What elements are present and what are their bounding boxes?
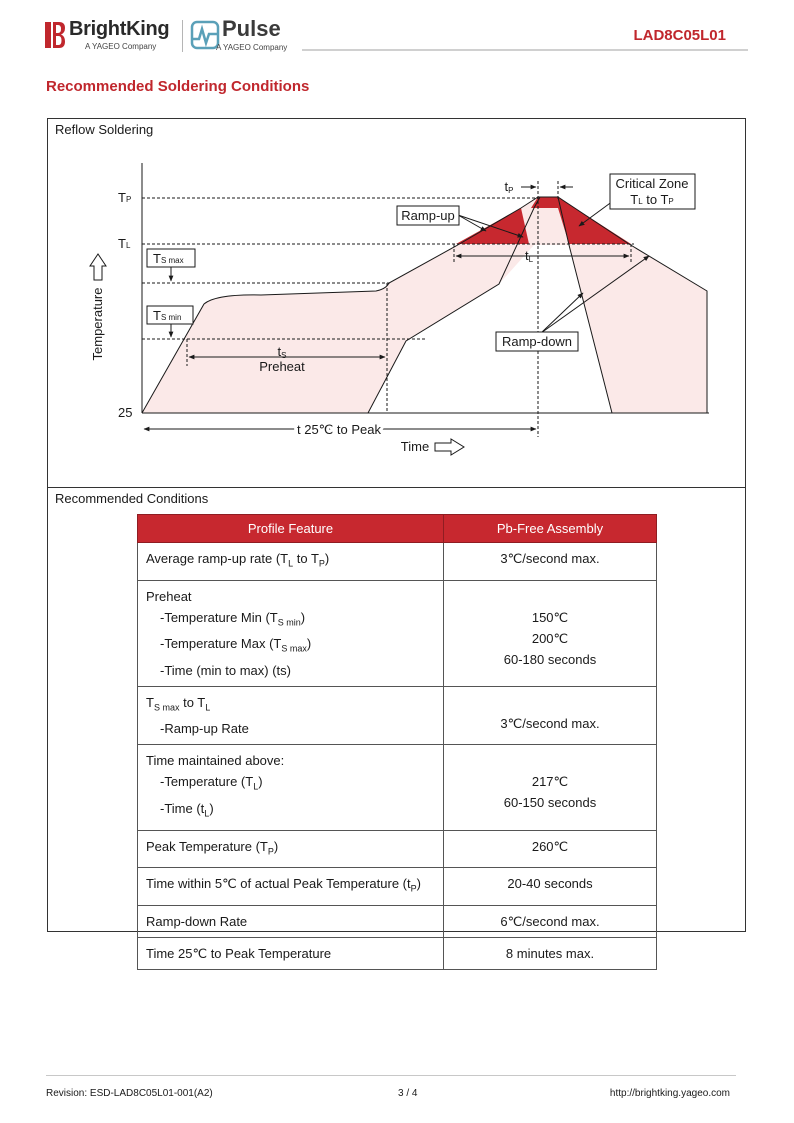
page-header [0, 0, 794, 62]
preheat-label: Preheat [259, 359, 305, 374]
pulse-name: Pulse [222, 16, 281, 41]
table-header-row [138, 515, 657, 543]
t25-label: t 25℃ to Peak [297, 422, 381, 437]
value-cell: 3℃/second max. [444, 543, 657, 581]
conditions-table [137, 514, 657, 970]
part-number: LAD8C05L01 [633, 27, 726, 44]
footer-rule [46, 1075, 736, 1076]
brightking-mark-icon [45, 22, 65, 48]
tp-time-label: tP [504, 179, 514, 195]
header-rule [302, 49, 748, 51]
critical-zone-rampup [456, 208, 529, 244]
feature-cell: $T_{S max}$ to $T_L$ -Ramp-up Rate [138, 686, 444, 745]
tsmin-label: TS min [153, 308, 182, 323]
feature-cell: Time maintained above: -Temperature $(T_L)$ -Time $(t_L)$ [138, 745, 444, 830]
feature-cell: Ramp-down Rate [138, 905, 444, 937]
pulse-subtitle: A YAGEO Company [216, 43, 288, 52]
feature-cell: Average ramp-up rate ($T_L$ to $T_P$) [138, 543, 444, 581]
tp-axis-label: TP [118, 190, 132, 205]
value-cell: 3℃/second max. [444, 686, 657, 745]
value-cell: 217℃ 60-150 seconds [444, 745, 657, 830]
value-cell: 260℃ [444, 830, 657, 868]
footer-url[interactable]: http://brightking.yageo.com [609, 1088, 730, 1099]
logo-divider [182, 20, 183, 52]
feature-cell: Preheat -Temperature Min $(T_{S min})$ -Temperature Max $(T_{S max})$ -Time (min to max) (ts) [138, 580, 444, 686]
table-row [138, 580, 657, 686]
tl-time-label: tL [524, 248, 534, 264]
table-row [138, 937, 657, 969]
table-row [138, 686, 657, 745]
profile-fill-main [142, 197, 707, 413]
reflow-profile-diagram [48, 119, 745, 487]
footer-page-number: 3 / 4 [398, 1088, 418, 1099]
footer-revision: Revision: ESD-LAD8C05L01-001(A2) [46, 1088, 213, 1099]
table-row [138, 905, 657, 937]
conditions-box-label: Recommended Conditions [55, 491, 209, 506]
feature-cell: Time 25℃ to Peak Temperature [138, 937, 444, 969]
rampup-label: Ramp-up [401, 208, 455, 223]
feature-cell: Peak Temperature $(T_P)$ [138, 830, 444, 868]
value-cell: 150℃ 200℃ 60-180 seconds [444, 580, 657, 686]
value-cell: 6℃/second max. [444, 905, 657, 937]
rampdown-leader-1 [541, 293, 583, 333]
col-profile-feature: Profile Feature [138, 515, 444, 543]
frame-divider [48, 487, 745, 488]
section-title: Recommended Soldering Conditions [46, 78, 310, 95]
ts-label: tS [277, 344, 287, 360]
table-row [138, 745, 657, 830]
y-axis-arrow-icon [90, 254, 106, 280]
tsmax-label: TS max [153, 251, 184, 266]
table-row [138, 868, 657, 906]
rampdown-label: Ramp-down [501, 334, 573, 349]
reflow-box-label: Reflow Soldering [55, 122, 154, 137]
value-cell: 20-40 seconds [444, 868, 657, 906]
critical-zone-line1: Critical Zone [615, 176, 689, 191]
x-axis-label: Time [400, 439, 430, 454]
x-axis-arrow-icon [435, 439, 464, 455]
critical-zone-line2: TL to TP [630, 192, 674, 207]
col-pb-free: Pb-Free Assembly [444, 515, 657, 543]
feature-cell: Time within 5℃ of actual Peak Temperature $(t_P)$ [138, 868, 444, 906]
y-axis-label: Temperature [90, 287, 105, 361]
y-25-label: 25 [118, 405, 133, 420]
table-row [138, 830, 657, 868]
brightking-subtitle: A YAGEO Company [85, 42, 157, 51]
table-row [138, 543, 657, 581]
tl-axis-label: TL [118, 236, 131, 251]
value-cell: 8 minutes max. [444, 937, 657, 969]
soldering-frame [47, 118, 746, 961]
brightking-name: BrightKing [69, 18, 170, 40]
